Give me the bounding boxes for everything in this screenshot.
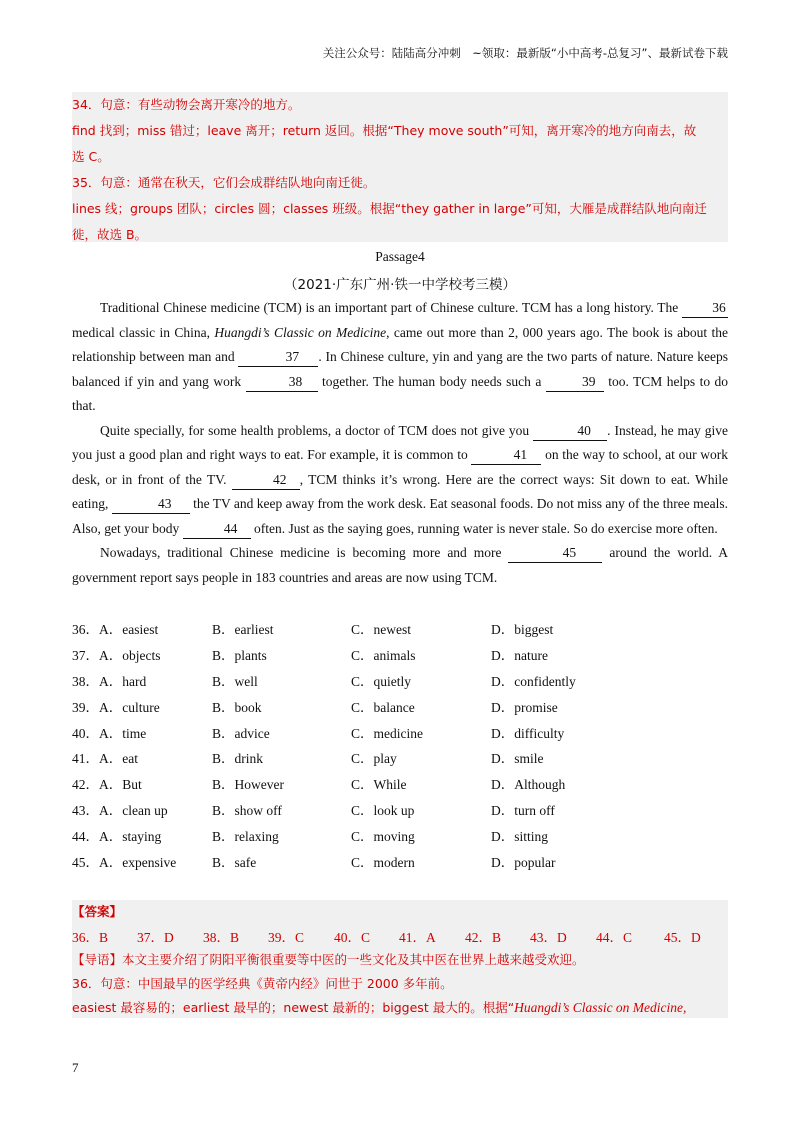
previous-explanations [72, 92, 728, 242]
option[interactable]: D．Although [491, 777, 566, 793]
option-row [72, 693, 728, 719]
answer-key: 41．A [399, 930, 436, 945]
answer-key: 42．B [465, 930, 502, 945]
paragraph-2: Quite specially, for some health problems, a doctor of TCM does not give you 40 . Instead, he may give you just a good plan and right ways to eat. For example, it is common to 41 on the way to school, at our work desk, or in front of the TV. 42 , TCM thinks it’s wrong. Here are the correct ways: Sit down to eat. While eating, 43 the TV and keep away from the work desk. Eat seasonal foods. Do not miss any of the three meals. Also, get your body 44 often. Just as the saying goes, running water is never stale. So do exercise more often. [72, 419, 728, 542]
answer-keys [72, 926, 728, 946]
guide-text: 【导语】本文主要介绍了阴阳平衡很重要等中医的一些文化及其中医在世界上越来越受欢迎。 [72, 952, 585, 967]
option[interactable]: D．nature [491, 647, 548, 663]
option[interactable]: B．show off [212, 803, 282, 819]
option[interactable]: D．popular [491, 855, 556, 871]
option[interactable]: 43．A．clean up [72, 803, 168, 819]
passage-body [72, 296, 728, 590]
option[interactable]: B．safe [212, 855, 257, 871]
option[interactable]: B．plants [212, 647, 267, 663]
option[interactable]: C．animals [351, 647, 416, 663]
answer-key: 39．C [268, 930, 305, 945]
option-row [72, 848, 728, 874]
option[interactable]: D．smile [491, 751, 544, 767]
blank-39[interactable]: 39 [546, 373, 604, 392]
blank-38[interactable]: 38 [246, 373, 318, 392]
option[interactable]: 42．A．But [72, 777, 142, 793]
option-row [72, 770, 728, 796]
option[interactable]: C．newest [351, 622, 411, 637]
passage-title: Passage4 [375, 249, 425, 264]
option[interactable]: 45．A．expensive [72, 855, 177, 871]
option[interactable]: D．sitting [491, 829, 549, 845]
blank-36[interactable]: 36 [682, 299, 728, 318]
answer-label: 【答案】 [72, 904, 123, 919]
paragraph-3: Nowadays, traditional Chinese medicine is becoming more and more 45 around the world. A government report says people in 183 countries and areas are now using TCM. [72, 545, 729, 585]
answer-key: 40．C [334, 930, 371, 945]
option[interactable]: 37．A．objects [72, 647, 161, 663]
answer-section [72, 900, 728, 1018]
answer-key: 36．B [72, 930, 109, 945]
option[interactable]: B．relaxing [212, 829, 279, 845]
option[interactable]: 36．A．easiest [72, 622, 159, 637]
option[interactable]: B．However [212, 777, 284, 793]
option[interactable]: D．turn off [491, 803, 555, 819]
answer-key: 43．D [530, 930, 567, 945]
option[interactable]: C．moving [351, 829, 415, 845]
option[interactable]: B．well [212, 673, 258, 689]
page-number: 7 [72, 1060, 79, 1075]
options-table [72, 615, 728, 874]
option[interactable]: C．look up [351, 803, 415, 819]
option[interactable]: B．drink [212, 751, 264, 767]
option[interactable]: C．medicine [351, 725, 423, 741]
option-row [72, 822, 728, 848]
blank-42[interactable]: 42 [232, 471, 300, 490]
explanation-line: 选 C。 [72, 149, 110, 164]
option[interactable]: B．advice [212, 725, 270, 741]
option-row [72, 796, 728, 822]
option[interactable]: D．biggest [491, 622, 554, 637]
explanation-line: 徙，故选 B。 [72, 227, 148, 242]
explanation-line: 34．句意：有些动物会离开寒冷的地方。 [72, 97, 301, 112]
explanation-line: find 找到；miss 错过；leave 离开；return 返回。根据“They move south”可知，离开寒冷的地方向南去，故 [72, 123, 697, 138]
option[interactable]: 38．A．hard [72, 673, 147, 689]
blank-40[interactable]: 40 [533, 422, 607, 441]
option[interactable]: D．promise [491, 699, 558, 715]
passage-source: （2021·广东广州·铁一中学校考三模） [284, 277, 516, 293]
option[interactable]: D．difficulty [491, 725, 565, 741]
explanation-line: 35．句意：通常在秋天，它们会成群结队地向南迁徙。 [72, 175, 376, 190]
option[interactable]: C．quietly [351, 673, 411, 689]
option[interactable]: B．earliest [212, 622, 274, 637]
option[interactable]: 41．A．eat [72, 751, 138, 767]
answer-key: 37．D [137, 930, 174, 945]
option[interactable]: C．play [351, 751, 397, 767]
option-row [72, 719, 728, 745]
option[interactable]: C．While [351, 777, 407, 793]
blank-45[interactable]: 45 [508, 544, 602, 563]
blank-37[interactable]: 37 [238, 348, 318, 367]
option[interactable]: D．confidently [491, 673, 576, 689]
q36-explanation: easiest 最容易的；earliest 最早的；newest 最新的；biggest 最大的。根据“Huangdi’s Classic on Medicine, [72, 1000, 687, 1015]
answer-key: 44．C [596, 930, 633, 945]
blank-44[interactable]: 44 [183, 520, 251, 539]
option[interactable]: B．book [212, 699, 262, 715]
option-row [72, 667, 728, 693]
option[interactable]: C．modern [351, 855, 415, 871]
explanation-line: lines 线；groups 团队；circles 圆；classes 班级。根据“they gather in large”可知，大雁是成群结队地向南迁 [72, 201, 707, 216]
option[interactable]: 40．A．time [72, 725, 147, 741]
option-row [72, 744, 728, 770]
option-row [72, 615, 728, 641]
option[interactable]: 44．A．staying [72, 829, 162, 845]
option-row [72, 641, 728, 667]
paragraph-1: Traditional Chinese medicine (TCM) is an important part of Chinese culture. TCM has a long history. The 36 medical classic in China, Huangdi’s Classic on Medicine, came out more than 2, 000 years ago. The book is about the relationship between man and 37 . In Chinese culture, yin and yang are the two parts of nature. Nature keeps balanced if yin and yang work 38 together. The human body needs such a 39 too. TCM helps to do that. [72, 300, 729, 413]
blank-41[interactable]: 41 [471, 446, 541, 465]
option[interactable]: 39．A．culture [72, 699, 160, 715]
blank-43[interactable]: 43 [112, 495, 190, 514]
answer-key: 45．D [664, 930, 701, 945]
q36-meaning: 36．句意：中国最早的医学经典《黄帝内经》问世于 2000 多年前。 [72, 976, 453, 991]
book-title: Huangdi’s Classic on Medicine [214, 324, 387, 340]
answer-key: 38．B [203, 930, 240, 945]
page-header: 关注公众号：陆陆高分冲刺 ~领取：最新版“小中高考-总复习”、最新试卷下载 [322, 46, 728, 60]
option[interactable]: C．balance [351, 699, 415, 715]
